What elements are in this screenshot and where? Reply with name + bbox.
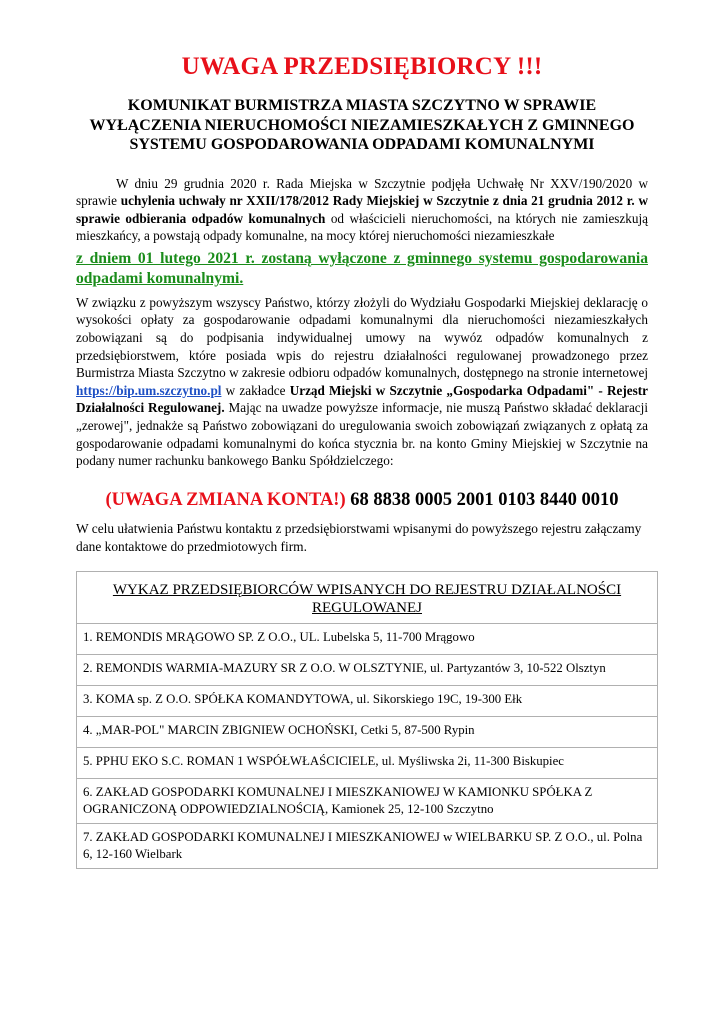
table-row bbox=[77, 778, 658, 823]
firm-entry: 3. KOMA sp. Z O.O. SPÓŁKA KOMANDYTOWA, ul. Sikorskiego 19C, 19-300 Ełk bbox=[77, 685, 658, 716]
contact-paragraph: W celu ułatwienia Państwu kontaktu z przedsiębiorstwami wpisanymi do powyższego rejestru załączamy dane kontaktowe do przedmiotowych firm. bbox=[76, 520, 642, 554]
intro-text-2: od właścicieli nieruchomości, na których nie zamieszkują mieszkańcy, a powstają odpady komunalne, na mocy której nieruchomości niezamieszkałe bbox=[76, 210, 648, 244]
table-header: WYKAZ PRZEDSIĘBIORCÓW WPISANYCH DO REJESTRU DZIAŁALNOŚCI REGULOWANEJ bbox=[77, 571, 658, 623]
table-row bbox=[77, 654, 658, 685]
body-paragraph bbox=[76, 294, 648, 470]
table-row bbox=[77, 716, 658, 747]
account-change-line bbox=[76, 488, 648, 512]
bip-link[interactable]: https://bip.um.szczytno.pl bbox=[76, 382, 222, 398]
intro-text-1: W dniu 29 grudnia 2020 r. Rada Miejska w Szczytnie podjęła Uchwałę Nr XXV/190/2020 w sprawie bbox=[76, 175, 648, 209]
firm-entry: 7. ZAKŁAD GOSPODARKI KOMUNALNEJ I MIESZKANIOWEJ w WIELBARKU SP. Z O.O., ul. Polna 6, 12-160 Wielbark bbox=[77, 823, 658, 868]
body-text-1: W związku z powyższym wszyscy Państwo, którzy złożyli do Wydziału Gospodarki Miejskiej deklarację o wysokości opłaty za gospodarowanie odpadami komunalnymi dla nieruchomości niezamieszkałych zobowiązani są do podpisania indywidualnej umowy na wywóz odpadów komunalnych z przedsiębiorstwem, które posiada wpis do rejestru działalności regulowanej prowadzonego przez Burmistrza Miasta Szczytno w zakresie odbioru odpadów komunalnych, dostępnego na stronie internetowej bbox=[76, 294, 648, 381]
firm-entry: 6. ZAKŁAD GOSPODARKI KOMUNALNEJ I MIESZKANIOWEJ W KAMIONKU SPÓŁKA Z OGRANICZONĄ ODPOWIEDZIALNOŚCIĄ, Kamionek 25, 12-100 Szczytno bbox=[77, 778, 658, 823]
table-row bbox=[77, 747, 658, 778]
intro-paragraph bbox=[76, 175, 648, 245]
bank-account-number: 68 8838 0005 2001 0103 8440 0010 bbox=[350, 489, 619, 510]
body-text-3: Mając na uwadze powyższe informacje, nie muszą Państwo składać deklaracji „zerowej", jednakże są Państwo zobowiązani do uregulowania swoich zobowiązań związanych z opłatą za gospodarowanie odpadami komunalnymi do końca stycznia br. na konto Gminy Miejskiej w Szczytnie na podany numer rachunku bankowego Banku Spółdzielczego: bbox=[76, 400, 648, 469]
firm-entry: 4. „MAR-POL" MARCIN ZBIGNIEW OCHOŃSKI, Cetki 5, 87-500 Rypin bbox=[77, 716, 658, 747]
firm-entry: 2. REMONDIS WARMIA-MAZURY SR Z O.O. W OLSZTYNIE, ul. Partyzantów 3, 10-522 Olsztyn bbox=[77, 654, 658, 685]
exclusion-date-highlight: z dniem 01 lutego 2021 r. zostaną wyłączone z gminnego systemu gospodarowania odpadami komunalnymi. bbox=[76, 249, 648, 287]
firm-entry: 1. REMONDIS MRĄGOWO SP. Z O.O., UL. Lubelska 5, 11-700 Mrągowo bbox=[77, 623, 658, 654]
intro-bold-text: uchylenia uchwały nr XXII/178/2012 Rady Miejskiej w Szczytnie z dnia 21 grudnia 2012 r. w sprawie odbierania odpadów komunalnych bbox=[76, 193, 648, 226]
body-text-2: w zakładce bbox=[221, 382, 290, 398]
table-header-row bbox=[77, 571, 658, 623]
page-title: UWAGA PRZEDSIĘBIORCY !!! bbox=[181, 53, 543, 80]
announcement-subtitle: KOMUNIKAT BURMISTRZA MIASTA SZCZYTNO W SPRAWIE WYŁĄCZENIA NIERUCHOMOŚCI NIEZAMIESZKAŁYCH Z GMINNEGO SYSTEMU GOSPODAROWANIA ODPADAMI KOMUNALNYMI bbox=[89, 97, 635, 153]
table-row bbox=[77, 823, 658, 868]
firms-table bbox=[76, 571, 658, 869]
account-change-warning: (UWAGA ZMIANA KONTA!) bbox=[105, 489, 346, 510]
register-tab-name: Urząd Miejski w Szczytnie „Gospodarka Odpadami" - Rejestr Działalności Regulowanej. bbox=[76, 382, 648, 416]
table-row bbox=[77, 623, 658, 654]
table-row bbox=[77, 685, 658, 716]
firm-entry: 5. PPHU EKO S.C. ROMAN 1 WSPÓŁWŁAŚCICIELE, ul. Myśliwska 2i, 11-300 Biskupiec bbox=[77, 747, 658, 778]
